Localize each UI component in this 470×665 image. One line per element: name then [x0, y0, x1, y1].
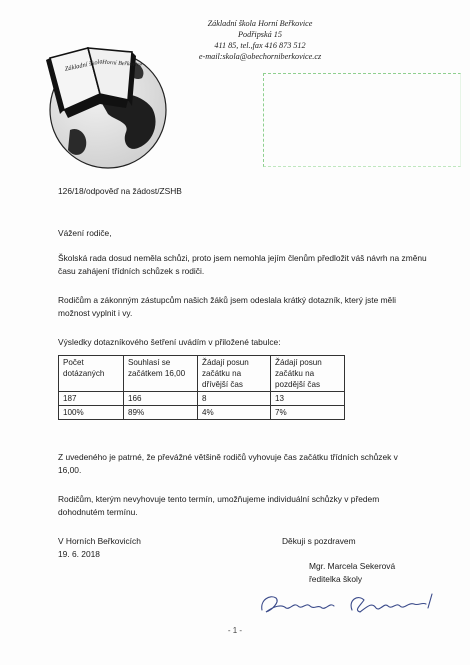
table-header-row: [59, 356, 345, 392]
school-name: Základní škola Horní Beřkovice: [207, 19, 313, 28]
logo-right-page-text: Horní Beřkovice: [102, 59, 143, 69]
table-cell: 89%: [124, 406, 198, 420]
paragraph-school-council: Školská rada dosud neměla schůzi, proto jsem nemohla jejím členům předložit váš návrh na změnu času zahájení třídních schůzek s rodiči.: [58, 253, 427, 276]
registry-stamp-box: [263, 73, 461, 167]
table-cell: 4%: [198, 406, 271, 420]
handwritten-signature: [256, 588, 446, 618]
reference-number: 126/18/odpověď na žádost/ZSHB: [58, 186, 182, 196]
paragraph-questionnaire: Rodičům a zákonným zástupcům našich žáků jsem odeslala krátký dotazník, který jste měli možnost vyplnit i vy.: [58, 295, 396, 318]
closing-regards: Děkuji s pozdravem: [282, 536, 356, 546]
header-cell: Souhlasí se začátkem 16,00: [124, 356, 198, 392]
school-email: e-mail:skola@obechorniberkovice.cz: [198, 52, 322, 61]
table-cell: 100%: [59, 406, 124, 420]
paragraph-results-intro: Výsledky dotazníkového šetření uvádím v přiložené tabulce:: [58, 337, 281, 347]
logo-left-page-text: Základní škola: [64, 58, 104, 73]
paragraph-individual-meetings: Rodičům, kterým nevyhovuje tento termín, umožňujeme individuální schůzky v předem dohodnutém termínu.: [58, 494, 380, 517]
survey-results-table: [58, 355, 345, 420]
table-row: [59, 392, 345, 406]
header-cell: Počet dotázaných: [59, 356, 124, 392]
signatory-role: ředitelka školy: [309, 574, 363, 584]
paragraph-conclusion: Z uvedeného je patrné, že převážné většině rodičů vyhovuje čas začátku třídních schůzek v 16,00.: [58, 452, 398, 475]
header-cell: Žádají posun začátku na pozdější čas: [271, 356, 345, 392]
table-cell: 187: [59, 392, 124, 406]
header-cell: Žádají posun začátku na dřívější čas: [198, 356, 271, 392]
table-cell: 13: [271, 392, 345, 406]
table-cell: 7%: [271, 406, 345, 420]
street-address: Podřipská 15: [238, 30, 282, 39]
table-cell: 166: [124, 392, 198, 406]
greeting: Vážení rodiče,: [58, 228, 112, 238]
signatory-name: Mgr. Marcela Sekerová: [309, 561, 396, 571]
place: V Horních Beřkovicích: [58, 536, 141, 546]
page-number: - 1 -: [227, 626, 243, 635]
table-row: [59, 406, 345, 420]
school-logo: [30, 30, 180, 170]
letterhead: [170, 18, 350, 62]
city-phone: 411 85, tel.,fax 416 873 512: [214, 41, 306, 50]
date: 19. 6. 2018: [58, 549, 100, 559]
table-cell: 8: [198, 392, 271, 406]
